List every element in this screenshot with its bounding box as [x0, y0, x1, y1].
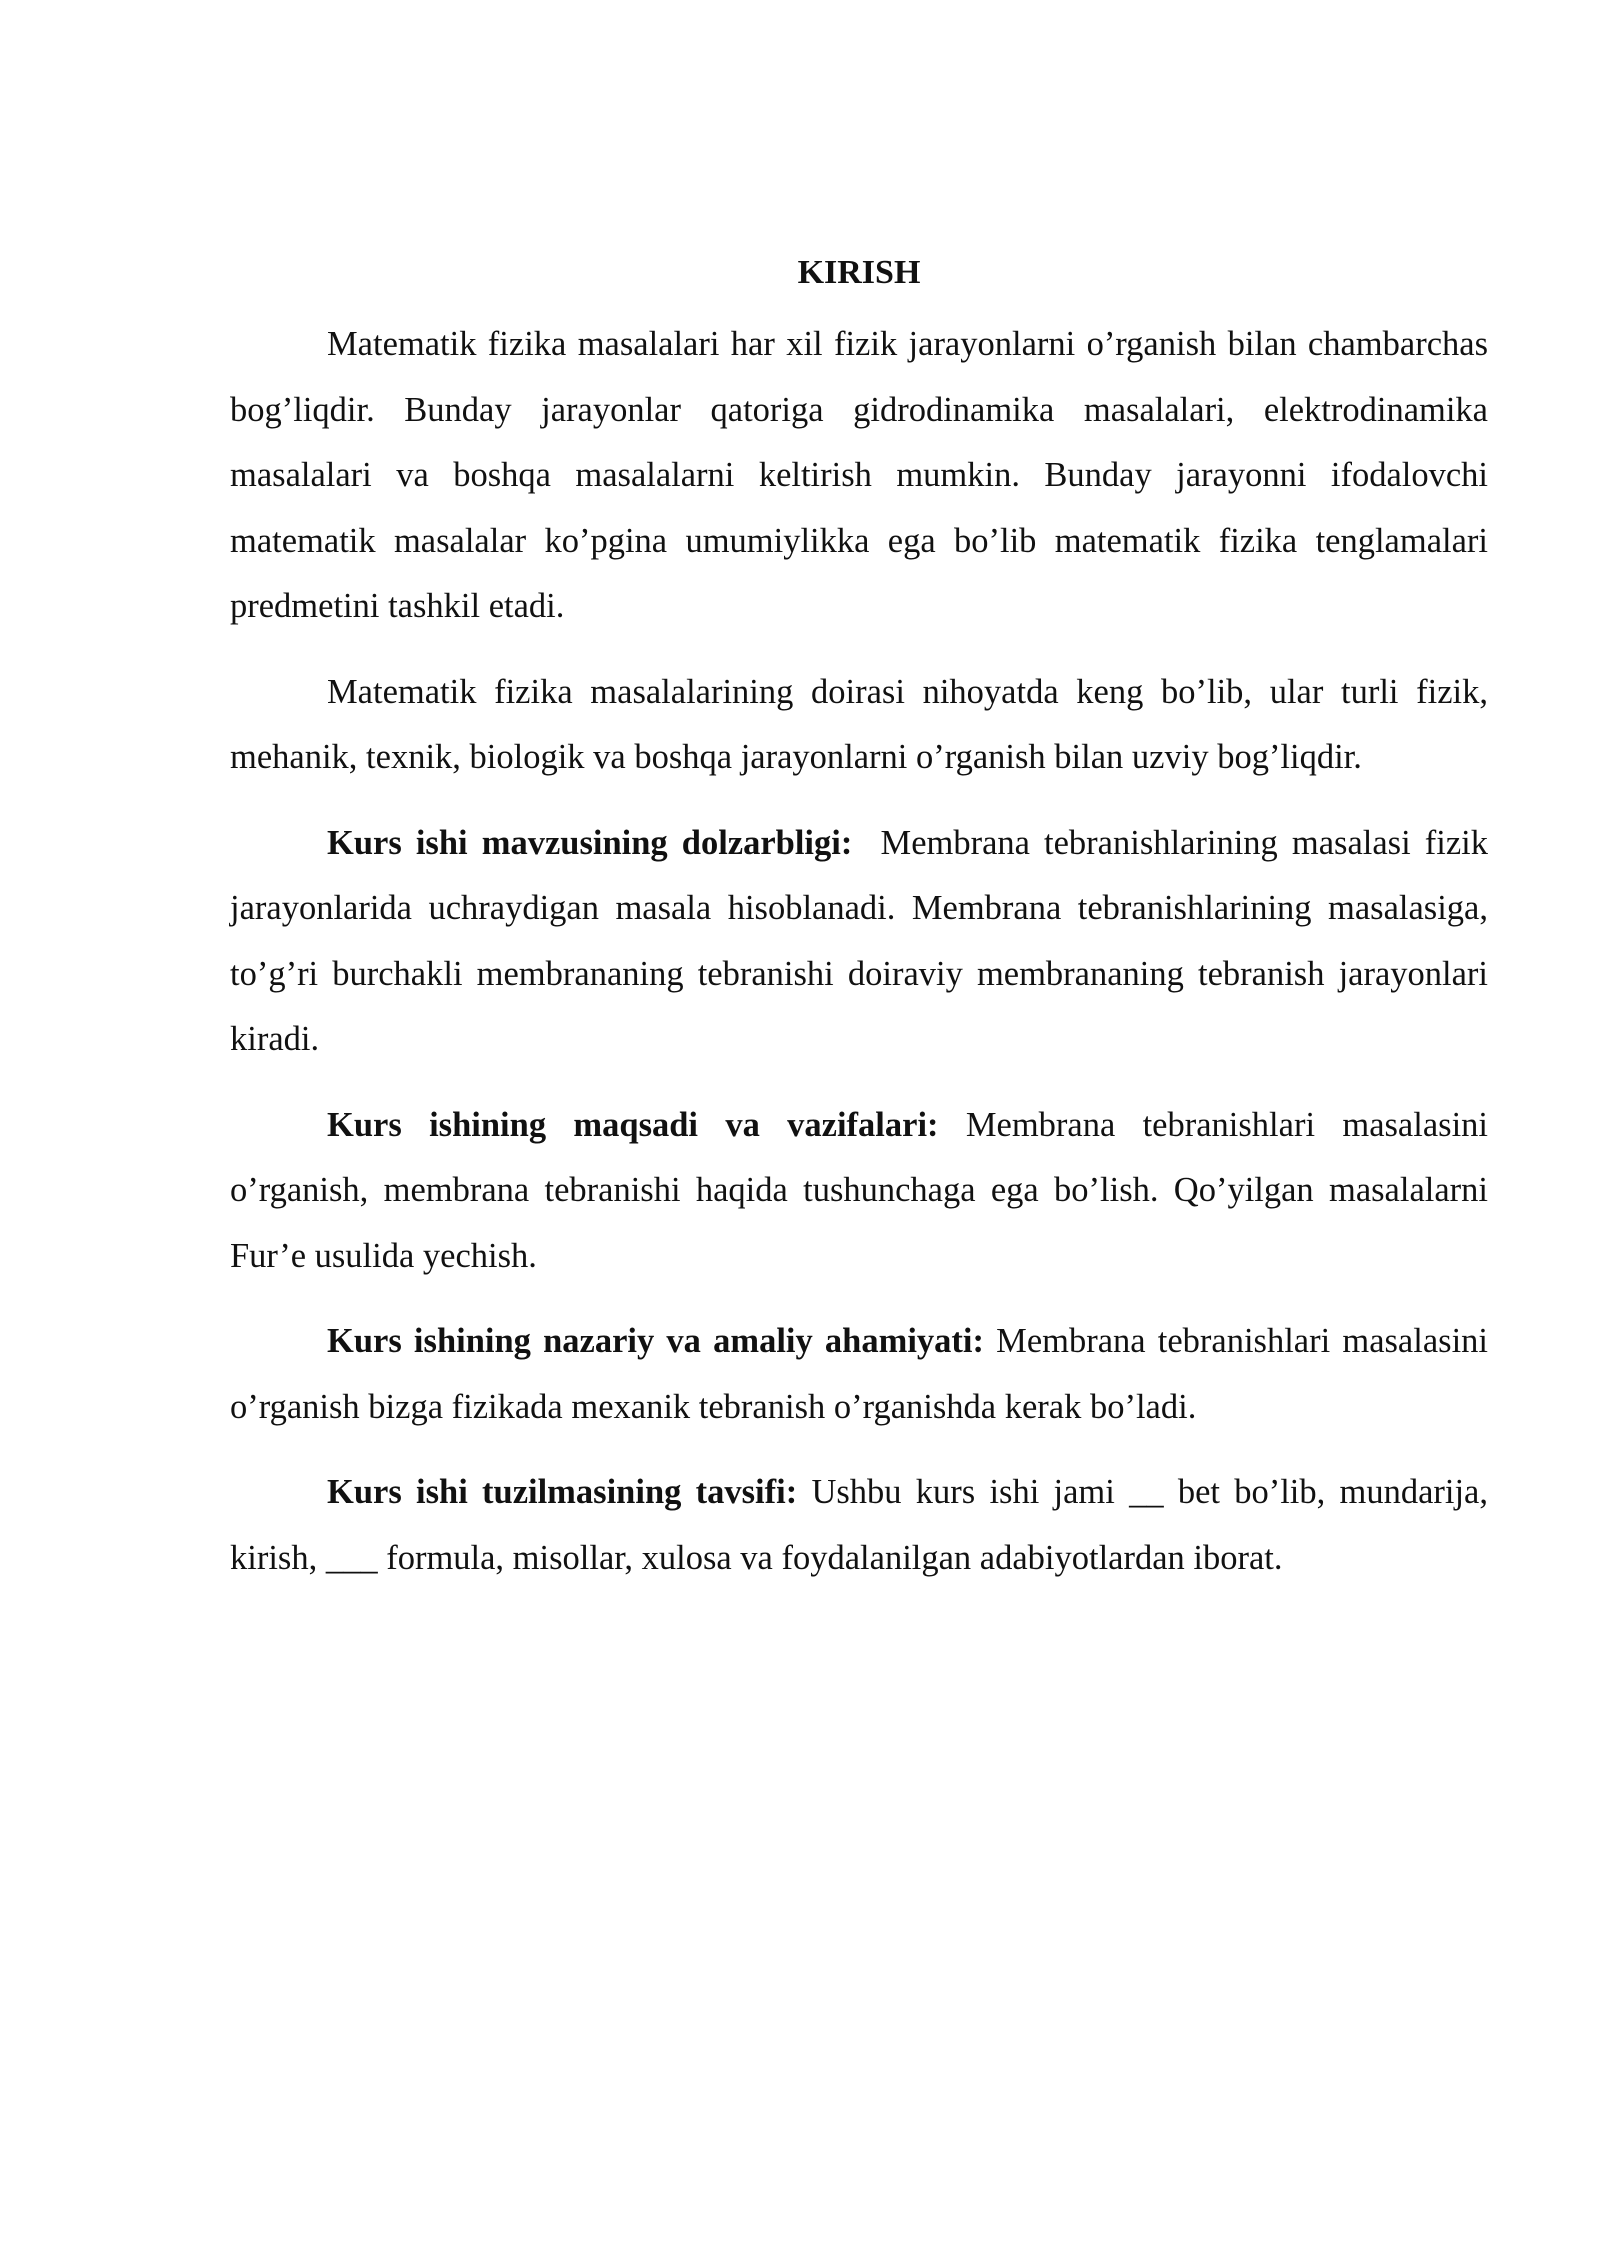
section-heading: Kurs ishi mavzusining dolzarbligi:	[327, 823, 853, 862]
document-page	[230, 250, 1488, 1611]
section-heading: Kurs ishining nazariy va amaliy ahamiyati:	[327, 1322, 984, 1360]
intro-paragraph-2: Matematik fizika masalalarining doirasi nihoyatda keng bo’lib, ular turli fizik, mehanik, texnik, biologik va boshqa jarayonlarni o’rganish bilan uzviy bog’liqdir.	[230, 672, 1488, 776]
section-goals	[230, 1093, 1488, 1290]
section-relevance	[230, 811, 1488, 1073]
section-text: Membrana tebranishlari masalasini o’rganish bizga fizikada mexanik tebranish o’rganishda kerak bo’ladi.	[230, 1322, 1488, 1426]
section-text: Membrana tebranishlari masalasini o’rganish, membrana tebranishi haqida tushunchaga ega bo’lish. Qo’yilgan masalalarni Fur’e usulida yechish.	[230, 1105, 1488, 1275]
section-significance	[230, 1309, 1488, 1440]
section-heading: Kurs ishining maqsadi va vazifalari:	[327, 1105, 939, 1144]
section-text: Ushbu kurs ishi jami __ bet bo’lib, mundarija, kirish, ___ formula, misollar, xulosa va foydalanilgan adabiyotlardan iborat.	[230, 1473, 1488, 1577]
section-text: Membrana tebranishlarining masalasi fizik jarayonlarida uchraydigan masala hisoblanadi. Membrana tebranishlarining masalasiga, to’g’ri burchakli membrananing tebranishi doiraviy membrananing tebranish jarayonlari kiradi.	[230, 823, 1488, 1058]
section-heading: Kurs ishi tuzilmasining tavsifi:	[327, 1473, 798, 1511]
section-structure	[230, 1460, 1488, 1591]
page-title: KIRISH	[797, 254, 921, 291]
intro-paragraph-1: Matematik fizika masalalari har xil fizik jarayonlarni o’rganish bilan chambarchas bog’liqdir. Bunday jarayonlar qatoriga gidrodinamika masalalari, elektrodinamika masalalari va boshqa masalalarni keltirish mumkin. Bunday jarayonni ifodalovchi matematik masalalar ko’pgina umumiylikka ega bo’lib matematik fizika tenglamalari predmetini tashkil etadi.	[230, 325, 1488, 625]
